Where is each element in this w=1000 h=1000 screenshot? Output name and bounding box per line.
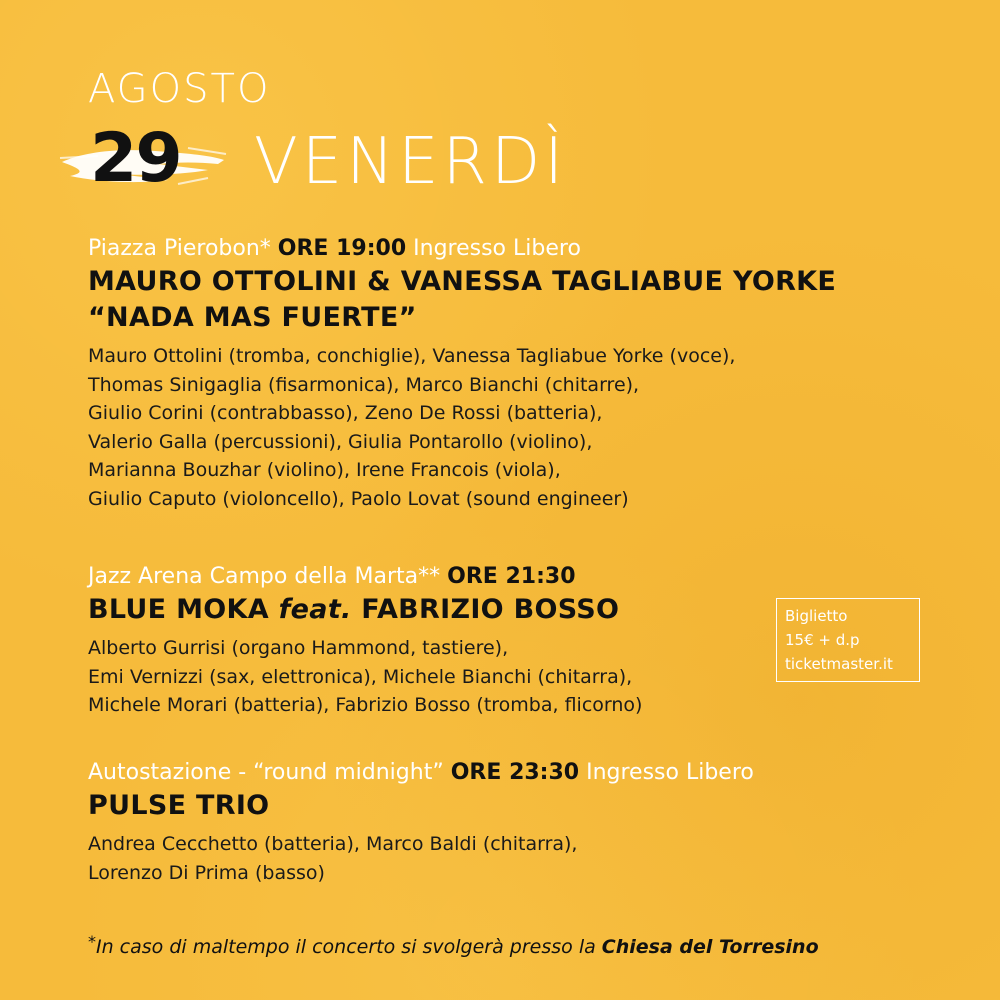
lineup-line: Thomas Sinigaglia (fisarmonica), Marco Bianchi (chitarre),: [88, 373, 640, 396]
event-venue: Autostazione - “round midnight”: [88, 760, 444, 785]
title-feat: feat.: [278, 594, 352, 625]
event-venue-line: [88, 234, 836, 264]
lineup-line: Giulio Caputo (violoncello), Paolo Lovat (sound engineer): [88, 487, 629, 510]
event-title: [88, 592, 642, 628]
ticket-site-link[interactable]: ticketmaster.it: [785, 655, 893, 673]
event-ottolini: [88, 234, 836, 513]
lineup-line: Valerio Galla (percussioni), Giulia Pontarollo (violino),: [88, 430, 593, 453]
event-venue: Piazza Pierobon*: [88, 236, 271, 261]
footnote-text: In caso di maltempo il concerto si svolgerà presso la: [96, 936, 602, 958]
event-time: ORE 21:30: [447, 564, 576, 589]
event-lineup: [88, 342, 836, 513]
footnote: [88, 932, 819, 958]
footnote-asterisk: *: [88, 932, 96, 951]
lineup-line: Marianna Bouzhar (violino), Irene Francois (viola),: [88, 459, 561, 481]
lineup-line: Lorenzo Di Prima (basso): [88, 861, 325, 884]
weekday-label: VENERDÌ: [254, 125, 568, 199]
event-time: ORE 19:00: [277, 236, 407, 261]
title-guest: FABRIZIO BOSSO: [351, 594, 620, 625]
event-title: PULSE TRIO: [88, 790, 270, 821]
ticket-info-box: [776, 598, 920, 682]
event-venue-line: [88, 758, 754, 788]
footnote-place: Chiesa del Torresino: [601, 936, 819, 958]
event-time: ORE 23:30: [450, 760, 580, 785]
event-subtitle: “NADA MAS FUERTE”: [88, 302, 417, 333]
lineup-line: Giulio Corini (contrabbasso), Zeno De Rossi (batteria),: [88, 402, 603, 424]
title-band: BLUE MOKA: [88, 594, 279, 625]
event-lineup: [88, 830, 754, 887]
event-venue: Jazz Arena Campo della Marta**: [88, 564, 441, 589]
lineup-line: Andrea Cecchetto (batteria), Marco Baldi (chitarra),: [88, 833, 578, 855]
event-venue-line: [88, 562, 642, 592]
day-number: 29: [90, 119, 181, 198]
event-entry: Ingresso Libero: [413, 236, 581, 261]
event-lineup: [88, 634, 642, 720]
lineup-line: Michele Morari (batteria), Fabrizio Bosso (tromba, flicorno): [88, 694, 643, 716]
event-entry: Ingresso Libero: [586, 760, 754, 785]
event-blue-moka: [88, 562, 642, 720]
month-label: AGOSTO: [88, 66, 271, 112]
ticket-price: 15€ + d.p: [785, 631, 860, 649]
lineup-line: Emi Vernizzi (sax, elettronica), Michele Bianchi (chitarra),: [88, 665, 633, 688]
ticket-label: Biglietto: [785, 607, 848, 625]
lineup-line: Mauro Ottolini (tromba, conchiglie), Vanessa Tagliabue Yorke (voce),: [88, 345, 736, 367]
event-pulse-trio: [88, 758, 754, 887]
event-title: MAURO OTTOLINI & VANESSA TAGLIABUE YORKE: [88, 266, 837, 297]
lineup-line: Alberto Gurrisi (organo Hammond, tastiere),: [88, 637, 509, 659]
